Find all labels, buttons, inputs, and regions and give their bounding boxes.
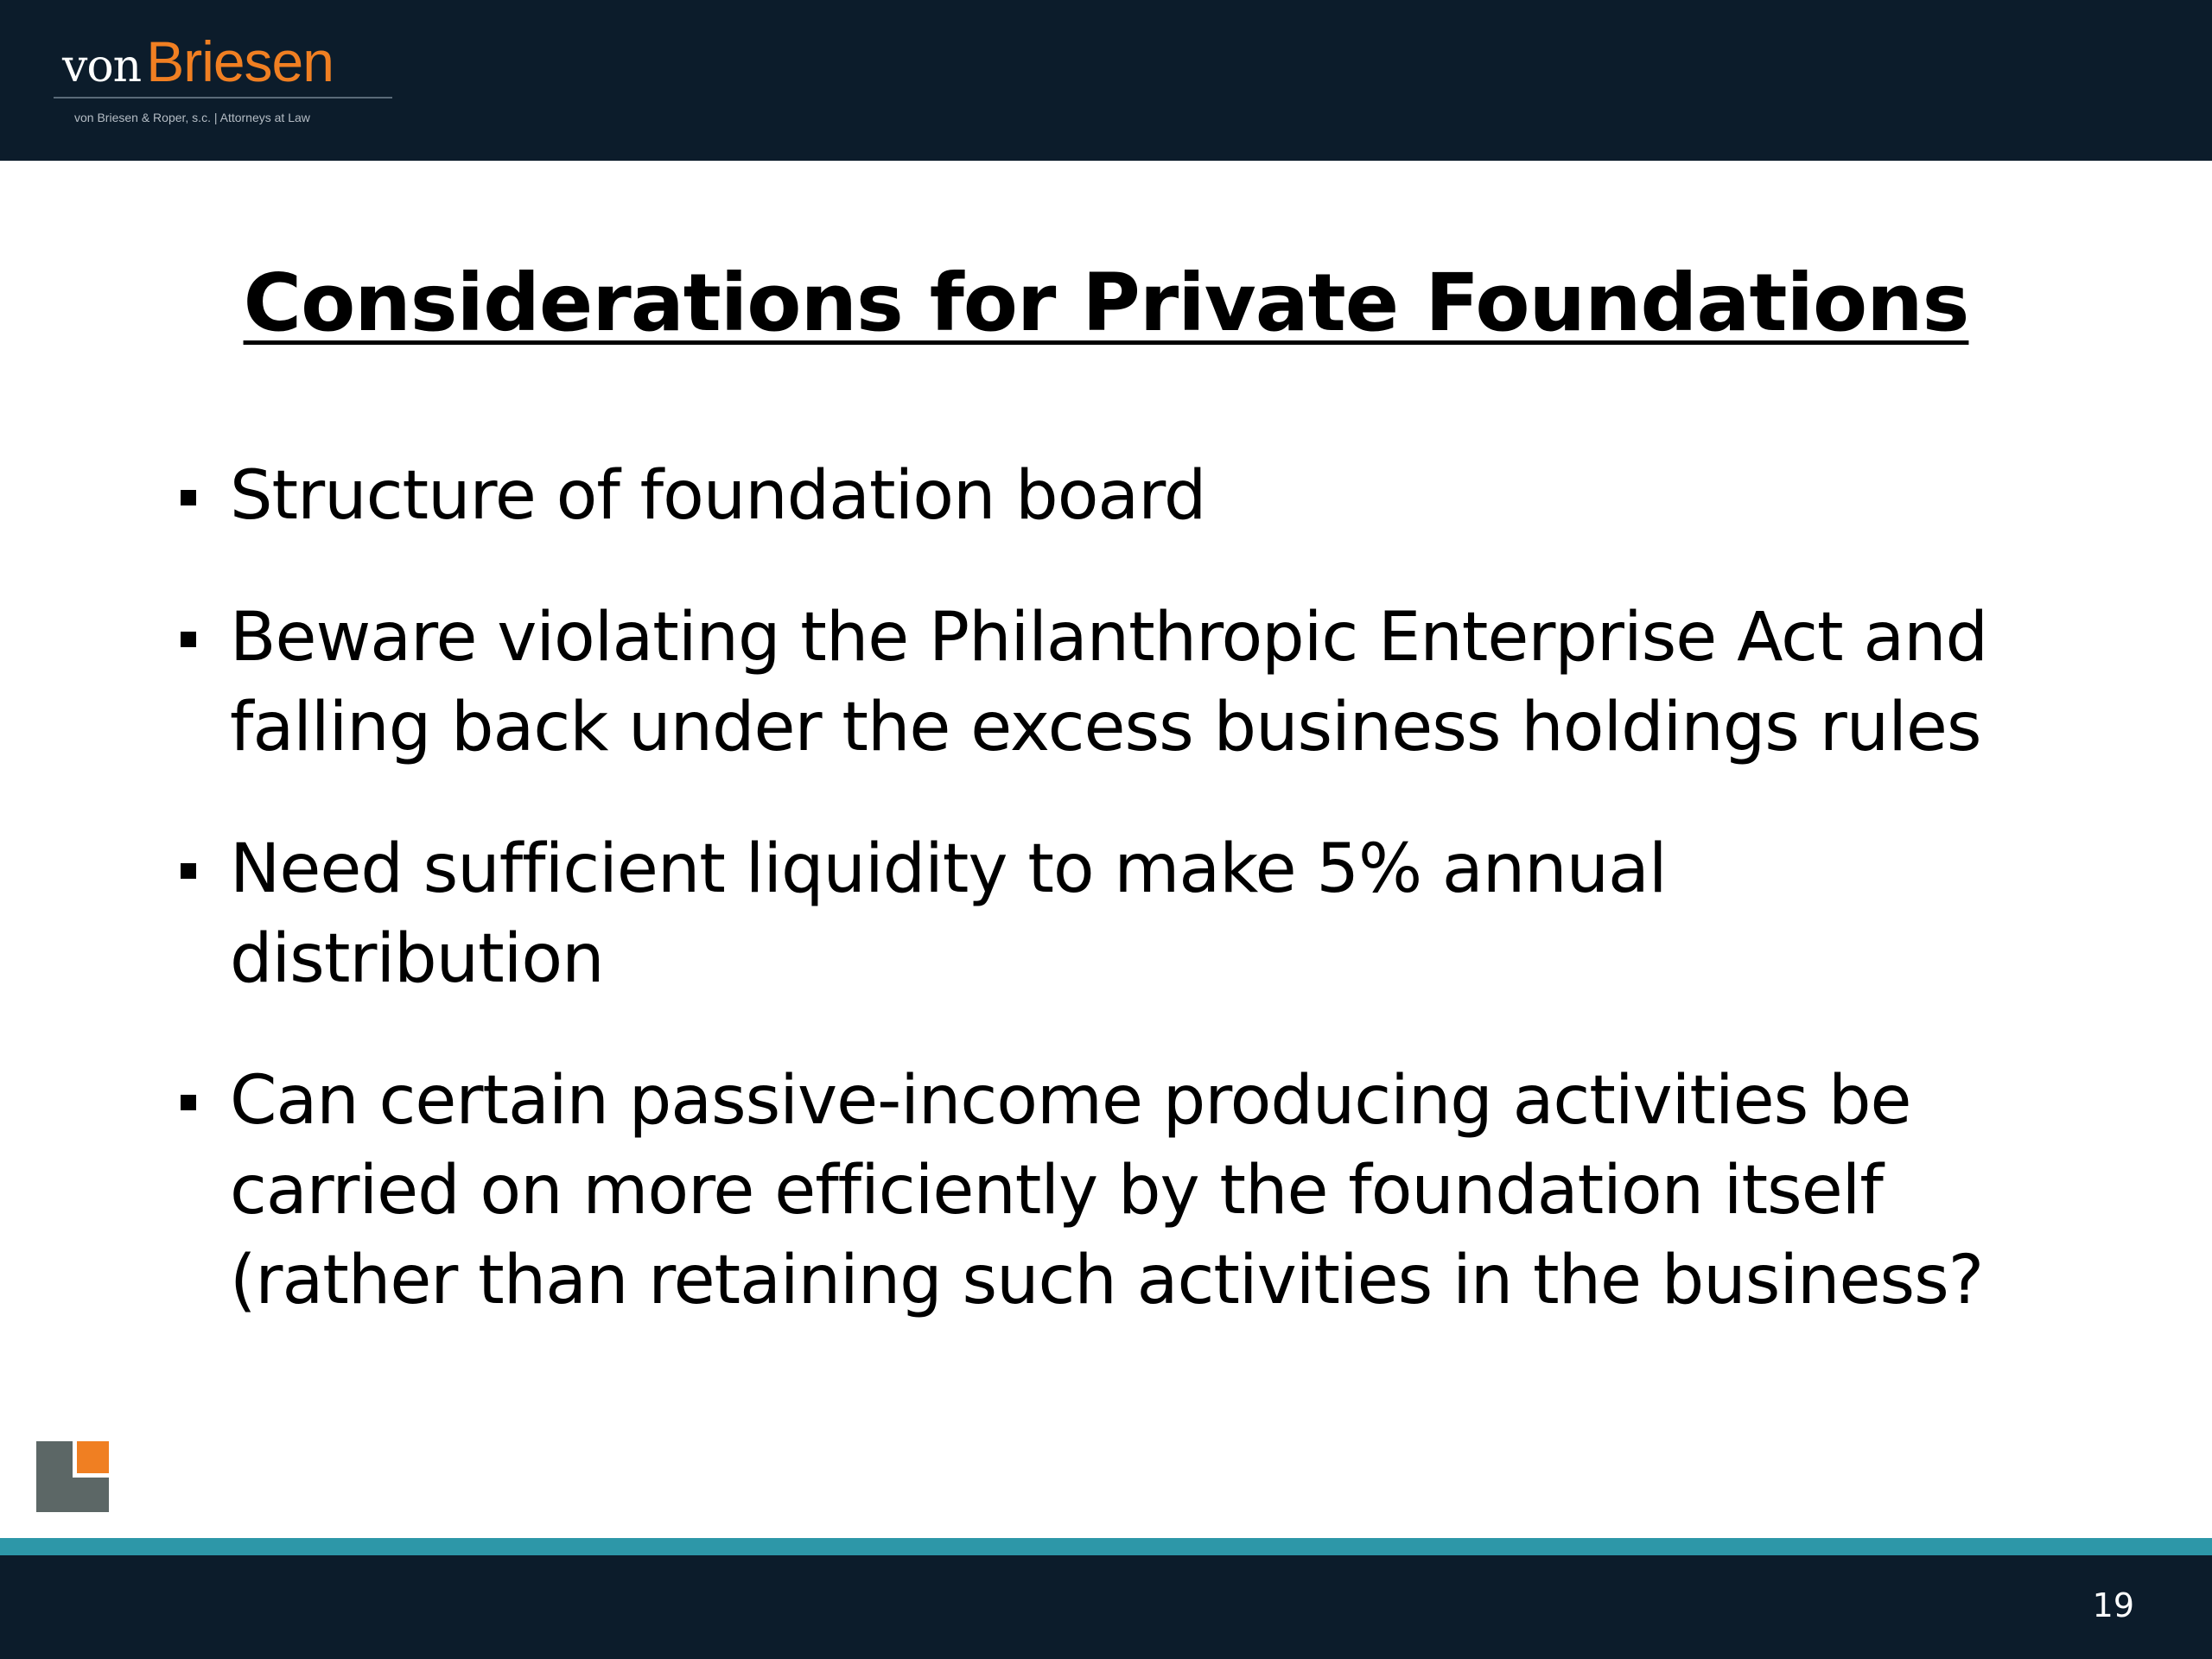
- square-bullet-icon: [181, 490, 196, 505]
- bullet-item: [175, 593, 2032, 772]
- brand-square-orange: [77, 1441, 109, 1473]
- logo-tagline: von Briesen & Roper, s.c. | Attorneys at Law: [74, 111, 310, 124]
- bullet-text: Structure of foundation board: [230, 457, 1206, 535]
- logo-divider: [54, 97, 392, 99]
- footer-bar: [0, 1555, 2212, 1659]
- slide-title: Considerations for Private Foundations: [243, 257, 1969, 349]
- square-bullet-icon: [181, 1095, 196, 1110]
- bullet-item: [175, 824, 2032, 1004]
- bullet-text: Need sufficient liquidity to make 5% annual distribution: [230, 830, 1667, 998]
- square-bullet-icon: [181, 632, 196, 647]
- logo-briesen-text: Briesen: [146, 29, 334, 93]
- header-bar: [0, 0, 2212, 161]
- bullet-text: Can certain passive-income producing activities be carried on more efficiently by the foundation itself (rather than retaining such activities in the business?: [230, 1062, 1984, 1319]
- logo-wordmark: [62, 29, 334, 93]
- von-briesen-logo: [54, 29, 399, 137]
- bullet-text: Beware violating the Philanthropic Enterprise Act and falling back under the excess business holdings rules: [230, 599, 1988, 766]
- square-bullet-icon: [181, 863, 196, 879]
- logo-von-text: von: [62, 41, 142, 92]
- page-number: 19: [2092, 1586, 2134, 1624]
- bullet-list: [175, 451, 2032, 1377]
- bullet-item: [175, 1056, 2032, 1325]
- footer-accent-stripe: [0, 1538, 2212, 1555]
- brand-square-icon: [36, 1441, 109, 1512]
- bullet-item: [175, 451, 2032, 541]
